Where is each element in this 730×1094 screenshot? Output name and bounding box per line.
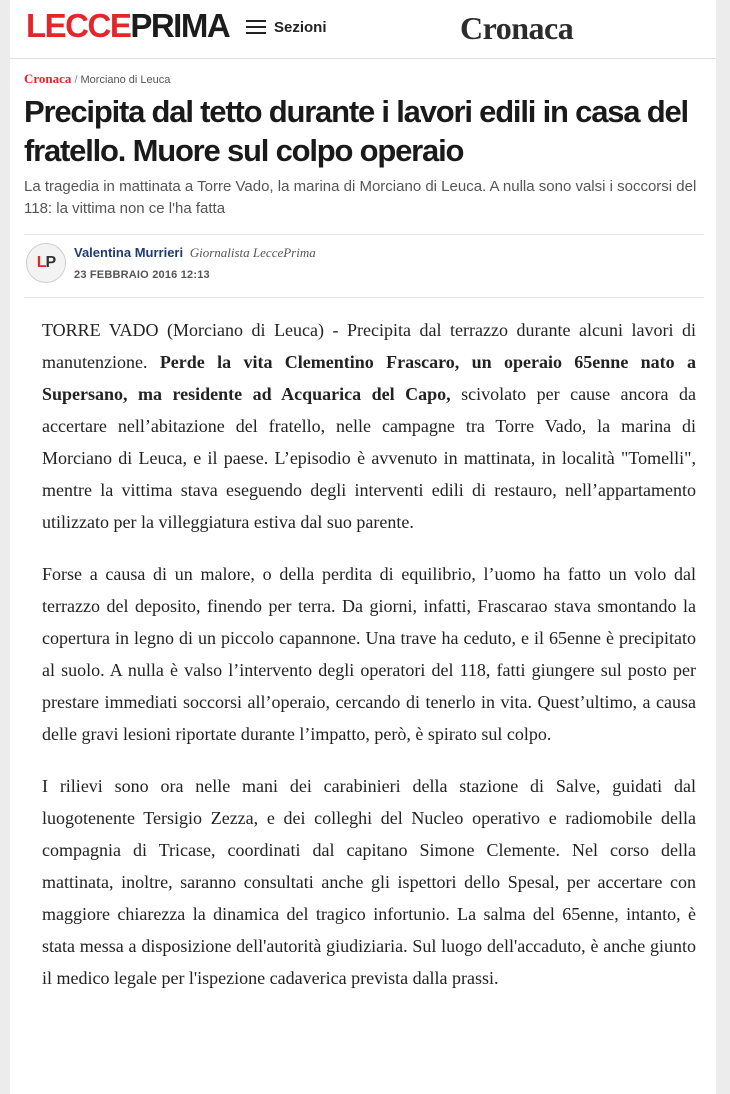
body-paragraph-3: I rilievi sono ora nelle mani dei carabinieri della stazione di Salve, guidati dal luogotenente Tersigio Zezza, e dei colleghi del Nucleo operativo e radiomobile della compagnia di Tricase, coordinati dal capitano Simone Clemente. Nel corso della mattinata, inoltre, saranno consultati anche gli ispettori dello Spesal, per accertare con maggiore chiarezza la dinamica del tragico infortunio. La salma del 65enne, intanto, è stata messa a disposizione dell'autorità giudiziaria. Sul luogo dell'accaduto, è anche giunto il medico legale per l'ispezione cadaverica prevista dalla prassi. [42,776,696,988]
breadcrumb-category-link[interactable]: Cronaca [24,71,72,86]
sections-menu-label: Sezioni [274,18,327,36]
body-paragraph-1 [42,314,696,538]
article [24,72,704,1014]
sections-menu-button[interactable] [246,14,327,40]
paragraph-1-rest: scivolato per cause ancora da accertare nell’abitazione del fratello, nelle campagne tra Torre Vado, la marina di Morciano di Leuca, e il paese. L’episodio è avvenuto in mattinata, in località "Tomelli", mentre la vittima stava eseguendo degli interventi edili di restauro, nell’appartamento utilizzato per la villeggiatura estiva dal suo parente. [42,384,696,532]
paragraph-1-bold: Perde la vita Clementino Frascaro, un operaio 65enne nato a Supersano, ma residente ad Acquarica del Capo, [42,352,696,404]
byline [24,234,704,298]
site-header [10,0,716,59]
publish-date: 23 FEBBRAIO 2016 12:13 [74,269,210,281]
breadcrumb-separator: / [74,74,78,86]
breadcrumb [24,72,704,87]
avatar-letter-p: P [45,254,56,271]
body-paragraph-2: Forse a causa di un malore, o della perdita di equilibrio, l’uomo ha fatto un volo dal terrazzo del deposito, finendo per terra. Da giorni, infatti, Frascarao stava smontando la copertura in legno di un piccolo capannone. Una trave ha ceduto, e il 65enne è precipitato al suolo. A nulla è valso l’intervento degli operatori del 118, fatti giungere sul posto per prestare immediati soccorsi all’operaio, cercando di tenerlo in vita. Quest’ultimo, a causa delle gravi lesioni riportate durante l’impatto, però, è spirato sul colpo. [42,564,696,744]
logo-text-dark: PRIMA [130,7,230,44]
section-title: Cronaca [460,10,574,46]
site-logo[interactable] [26,8,229,44]
breadcrumb-location-link[interactable]: Morciano di Leuca [80,74,171,86]
author-role: Giornalista LeccePrima [189,245,316,260]
author-name-link[interactable]: Valentina Murrieri [74,245,184,260]
avatar-letter-l: L [36,254,46,271]
article-headline: Precipita dal tetto durante i lavori edili in casa del fratello. Muore sul colpo operaio [24,94,688,168]
hamburger-icon [246,20,266,34]
page [10,0,716,1094]
logo-text-red: LECCE [26,7,131,44]
author-line [74,245,316,261]
article-body [24,314,704,994]
paragraph-1-intro: TORRE VADO (Morciano di Leuca) - Precipita dal terrazzo durante alcuni lavori di manutenzione. [42,320,696,372]
article-subtitle: La tragedia in mattinata a Torre Vado, la marina di Morciano di Leuca. A nulla sono valsi i soccorsi del 118: la vittima non ce l'ha fatta [24,178,697,217]
author-avatar[interactable] [26,243,66,283]
